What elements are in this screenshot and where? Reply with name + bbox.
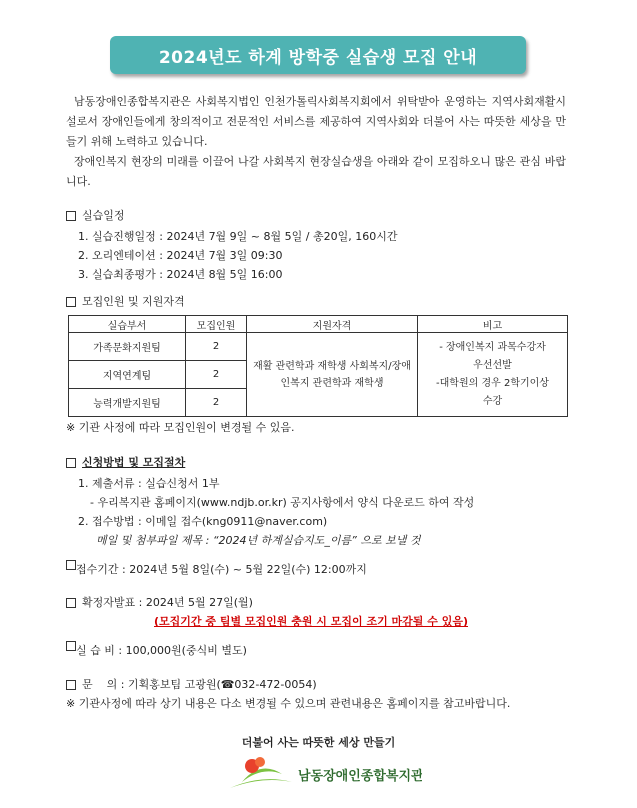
apply-item: - 우리복지관 홈페이지(www.ndjb.or.kr) 공지사항에서 양식 다운로드 하여 작성	[90, 496, 475, 509]
schedule-heading	[66, 206, 397, 225]
final-note: ※ 기관사정에 따라 상기 내용은 다소 변경될 수 있으며 관련내용은 홈페이지를 참고바랍니다.	[66, 697, 511, 710]
recruit-section	[66, 292, 185, 311]
announce-section	[66, 593, 468, 631]
qualification-cell: 재활 관련학과 재학생 사회복지/장애인복지 관련학과 재학생	[247, 333, 418, 417]
contact-text: 문 의 : 기획홍보팀 고광원(☎032-472-0054)	[82, 678, 317, 691]
recruit-footnote: ※ 기관 사정에 따라 모집인원이 변경될 수 있음.	[66, 421, 295, 434]
recruit-heading	[66, 292, 185, 311]
apply-item: 2. 접수방법 : 이메일 접수(kng0911@naver.com)	[78, 515, 328, 528]
apply-item: 1. 제출서류 : 실습신청서 1부	[78, 477, 220, 490]
contact-line	[66, 675, 510, 694]
page-title: 2024년도 하계 방학중 실습생 모집 안내	[158, 47, 478, 68]
checkbox-square-icon	[66, 458, 76, 468]
fee-line	[66, 641, 247, 660]
intro-paragraph-1: 남동장애인종합복지관은 사회복지법인 인천가톨릭사회복지회에서 위탁받아 운영하는 지역사회재활시설로서 장애인들에게 창의적이고 전문적인 서비스를 제공하여 지역사회와 더불어 사는 따뜻한 세상을 만들기 위해 노력하고 있습니다.	[66, 95, 566, 148]
logo-mark-icon	[222, 752, 422, 792]
schedule-heading-text: 실습일정	[82, 209, 125, 222]
announce-text: 확정자발표 : 2024년 5월 27일(월)	[82, 596, 253, 609]
table-row	[69, 333, 568, 361]
checkbox-square-icon	[66, 560, 76, 570]
fee-text: 실 습 비 : 100,000원(중식비 별도)	[76, 644, 247, 657]
logo-text: 남동장애인종합복지관	[298, 769, 422, 784]
note-line: - 장애인복지 과목수강자	[439, 341, 546, 353]
slogan: 더불어 사는 따뜻한 세상 만들기	[241, 736, 396, 749]
apply-heading	[66, 453, 474, 472]
table-header: 지원자격	[247, 316, 418, 333]
table-header: 비고	[418, 316, 568, 333]
checkbox-square-icon	[66, 211, 76, 221]
schedule-list	[78, 227, 397, 284]
note-line: -대학원의 경우 2학기이상	[436, 377, 549, 389]
period-text: 접수기간 : 2024년 5월 8일(수) ~ 5월 22일(수) 12:00까지	[76, 563, 367, 576]
announce-line	[66, 593, 468, 612]
schedule-item: 2. 오리엔테이션 : 2024년 7월 3일 09:30	[78, 249, 283, 262]
recruit-table	[68, 315, 568, 417]
table-header-row	[69, 316, 568, 333]
title-banner	[110, 36, 526, 74]
organization-logo	[222, 752, 422, 792]
checkbox-square-icon	[66, 297, 76, 307]
contact-section	[66, 675, 510, 713]
announce-warning: (모집기간 중 팀별 모집인원 충원 시 모집이 조기 마감될 수 있음)	[154, 615, 468, 628]
recruit-heading-text: 모집인원 및 지원자격	[82, 295, 185, 308]
table-header: 모집인원	[186, 316, 247, 333]
count-cell: 2	[186, 361, 247, 389]
schedule-item: 3. 실습최종평가 : 2024년 8월 5일 16:00	[78, 268, 283, 281]
mail-title-note: 메일 및 첨부파일 제목 : “2024년 하계실습지도_이름” 으로 보낼 것	[96, 534, 421, 547]
checkbox-square-icon	[66, 680, 76, 690]
schedule-section	[66, 206, 397, 284]
note-cell	[418, 333, 568, 417]
note-line: 우선선발	[473, 359, 512, 371]
dept-cell: 가족문화지원팀	[69, 333, 186, 361]
count-cell: 2	[186, 389, 247, 417]
count-cell: 2	[186, 333, 247, 361]
apply-list	[78, 474, 474, 550]
checkbox-square-icon	[66, 598, 76, 608]
dept-cell: 지역연계팀	[69, 361, 186, 389]
intro-paragraph-2: 장애인복지 현장의 미래를 이끌어 나갈 사회복지 현장실습생을 아래와 같이 모집하오니 많은 관심 바랍니다.	[66, 155, 566, 188]
period-line	[66, 560, 367, 579]
apply-section	[66, 453, 474, 550]
table-header: 실습부서	[69, 316, 186, 333]
checkbox-square-icon	[66, 641, 76, 651]
dept-cell: 능력개발지원팀	[69, 389, 186, 417]
intro-text	[66, 92, 566, 192]
schedule-item: 1. 실습진행일정 : 2024년 7월 9일 ~ 8월 5일 / 총20일, 160시간	[78, 230, 398, 243]
note-line: 수강	[482, 395, 503, 407]
apply-heading-text: 신청방법 및 모집절차	[82, 456, 186, 469]
